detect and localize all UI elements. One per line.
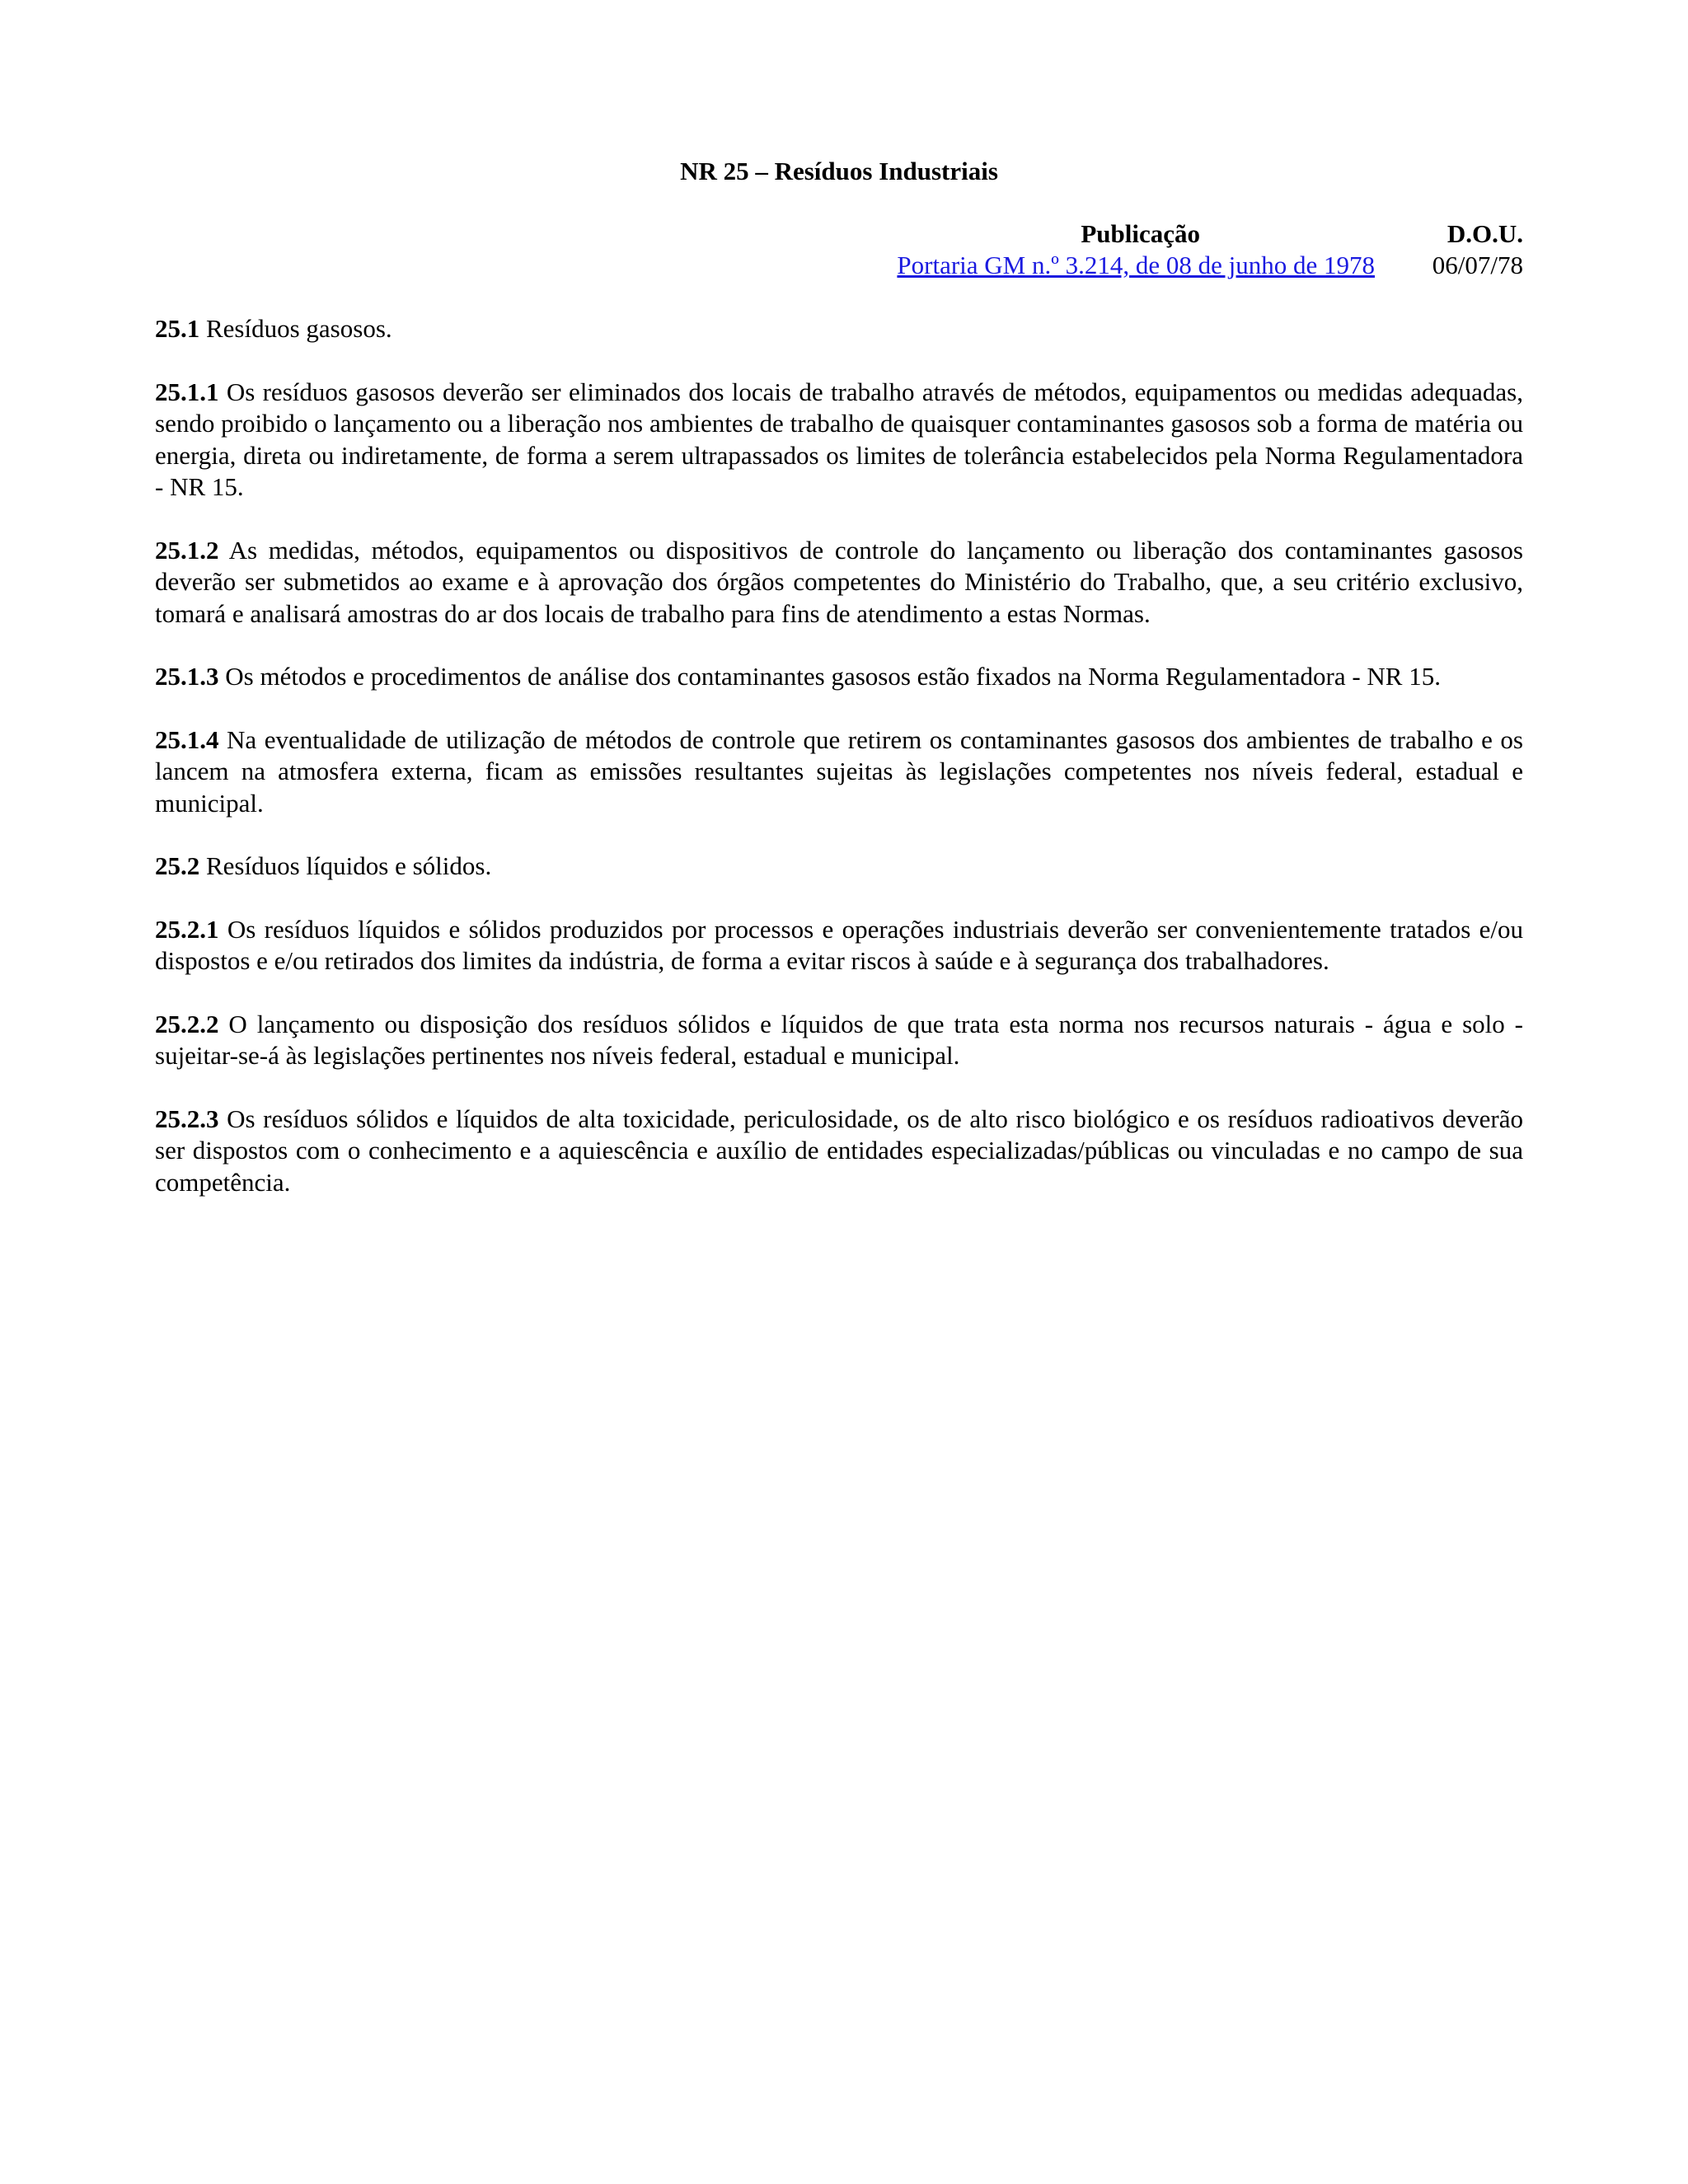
section-number: 25.1.3 bbox=[155, 662, 219, 691]
section-number: 25.1 bbox=[155, 314, 200, 343]
section-text: Na eventualidade de utilização de métodos de controle que retirem os contaminantes gasosos dos ambientes de trabalho e os lancem na atmosfera externa, ficam as emissões resultantes sujeitas às legislações competentes nos níveis federal, estadual e municipal. bbox=[155, 724, 1523, 818]
section-25-2-3 bbox=[155, 1104, 1523, 1199]
section-number: 25.1.1 bbox=[155, 377, 219, 406]
section-25-1-2 bbox=[155, 535, 1523, 630]
section-text: Os métodos e procedimentos de análise dos contaminantes gasosos estão fixados na Norma Regulamentadora - NR 15. bbox=[218, 662, 1441, 691]
section-25-1 bbox=[155, 313, 1523, 345]
portaria-link[interactable]: Portaria GM n.º 3.214, de 08 de junho de 1978 bbox=[897, 251, 1375, 279]
dou-date: 06/07/78 bbox=[1432, 251, 1523, 279]
section-text: O lançamento ou disposição dos resíduos sólidos e líquidos de que trata esta norma nos recursos naturais - água e solo - sujeitar-se-á às legislações pertinentes nos níveis federal, estadual e municipal. bbox=[155, 1009, 1523, 1070]
section-number: 25.2.2 bbox=[155, 1009, 219, 1038]
section-25-1-1 bbox=[155, 377, 1523, 504]
section-25-2 bbox=[155, 851, 1523, 883]
document-body bbox=[155, 313, 1523, 1230]
section-number: 25.2.3 bbox=[155, 1104, 219, 1133]
publication-column-header: Publicação bbox=[1081, 219, 1200, 248]
section-text: Resíduos líquidos e sólidos. bbox=[199, 851, 492, 880]
section-text: Os resíduos gasosos deverão ser eliminados dos locais de trabalho através de métodos, equipamentos ou medidas adequadas, sendo proibido o lançamento ou a liberação nos ambientes de trabalho de quaisquer contaminantes gasosos sob a forma de matéria ou energia, direta ou indiretamente, de forma a serem ultrapassados os limites de tolerância estabelecidos pela Norma Regulamentadora - NR 15. bbox=[155, 377, 1523, 501]
section-25-1-4 bbox=[155, 724, 1523, 820]
section-25-1-3 bbox=[155, 661, 1523, 693]
section-text: Os resíduos sólidos e líquidos de alta toxicidade, periculosidade, os de alto risco biológico e os resíduos radioativos deverão ser dispostos com o conhecimento e a aquiescência e auxílio de entidades especializadas/públicas ou vinculadas e no campo de sua competência. bbox=[155, 1104, 1523, 1197]
document-title: NR 25 – Resíduos Industriais bbox=[680, 157, 998, 185]
section-text: Os resíduos líquidos e sólidos produzidos por processos e operações industriais deverão ser convenientemente tratados e/ou dispostos e e/ou retirados dos limites da indústria, de forma a evitar riscos à saúde e à segurança dos trabalhadores. bbox=[155, 914, 1523, 975]
section-25-2-1 bbox=[155, 914, 1523, 977]
section-number: 25.2.1 bbox=[155, 914, 219, 944]
section-number: 25.1.2 bbox=[155, 535, 219, 565]
section-25-2-2 bbox=[155, 1009, 1523, 1072]
section-number: 25.1.4 bbox=[155, 724, 219, 754]
section-text: As medidas, métodos, equipamentos ou dispositivos de controle do lançamento ou liberação dos contaminantes gasosos deverão ser submetidos ao exame e à aprovação dos órgãos competentes do Ministério do Trabalho, que, a seu critério exclusivo, tomará e analisará amostras do ar dos locais de trabalho para fins de atendimento a estas Normas. bbox=[155, 535, 1523, 628]
section-text: Resíduos gasosos. bbox=[199, 314, 392, 343]
section-number: 25.2 bbox=[155, 851, 200, 880]
dou-column-header: D.O.U. bbox=[1447, 219, 1523, 248]
